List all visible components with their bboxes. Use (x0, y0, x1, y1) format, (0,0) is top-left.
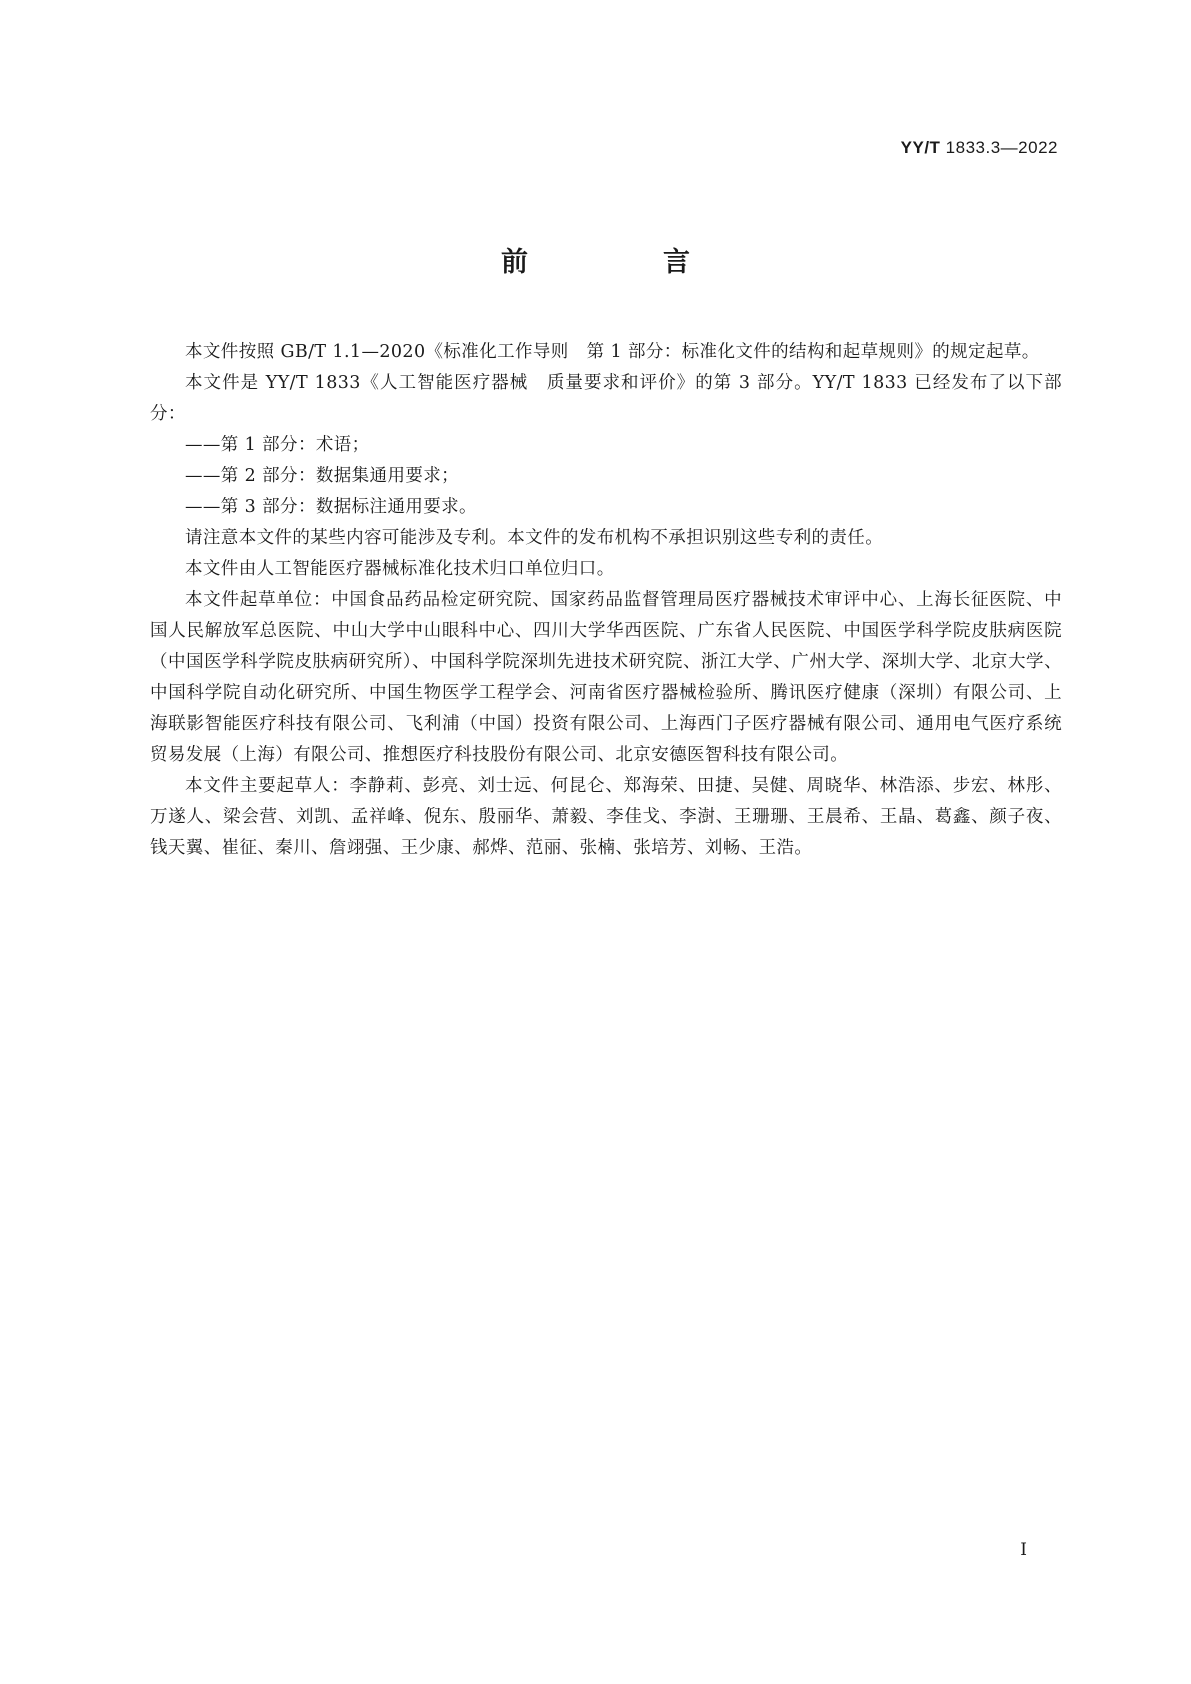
page-number: I (1020, 1540, 1027, 1560)
page-title: 前 言 (501, 247, 744, 278)
foreword-body (150, 337, 1062, 864)
paragraph-responsible-unit: 本文件由人工智能医疗器械标准化技术归口单位归口。 (185, 559, 615, 579)
document-code-number: 1833.3—2022 (945, 138, 1058, 157)
document-code (901, 138, 1058, 158)
paragraph-drafters: 本文件主要起草人：李静莉、彭亮、刘士远、何昆仑、郑海荣、田捷、吴健、周晓华、林浩添、步宏、林彤、万遂人、梁会营、刘凯、孟祥峰、倪东、殷丽华、萧毅、李佳戈、李澍、王珊珊、王晨希、王晶、葛鑫、颜子夜、钱天翼、崔征、秦川、詹翊强、王少康、郝烨、范丽、张楠、张培芳、刘畅、王浩。 (150, 776, 1062, 858)
paragraph-drafting-units: 本文件起草单位：中国食品药品检定研究院、国家药品监督管理局医疗器械技术审评中心、上海长征医院、中国人民解放军总医院、中山大学中山眼科中心、四川大学华西医院、广东省人民医院、中国医学科学院皮肤病医院（中国医学科学院皮肤病研究所）、中国科学院深圳先进技术研究院、浙江大学、广州大学、深圳大学、北京大学、中国科学院自动化研究所、中国生物医学工程学会、河南省医疗器械检验所、腾讯医疗健康（深圳）有限公司、上海联影智能医疗科技有限公司、飞利浦（中国）投资有限公司、上海西门子医疗器械有限公司、通用电气医疗系统贸易发展（上海）有限公司、推想医疗科技股份有限公司、北京安德医智科技有限公司。 (150, 590, 1062, 765)
list-item-part-3: ——第 3 部分：数据标注通用要求。 (185, 497, 477, 517)
document-code-prefix: YY/T (900, 138, 941, 157)
list-item-part-1: ——第 1 部分：术语； (185, 435, 370, 455)
paragraph-series-intro: 本文件是 YY/T 1833《人工智能医疗器械 质量要求和评价》的第 3 部分。YY/T 1833 已经发布了以下部分： (150, 373, 1062, 424)
paragraph-drafting-basis: 本文件按照 GB/T 1.1—2020《标准化工作导则 第 1 部分：标准化文件的结构和起草规则》的规定起草。 (185, 342, 1040, 362)
paragraph-patent-notice: 请注意本文件的某些内容可能涉及专利。本文件的发布机构不承担识别这些专利的责任。 (185, 528, 884, 548)
list-item-part-2: ——第 2 部分：数据集通用要求； (185, 466, 460, 486)
